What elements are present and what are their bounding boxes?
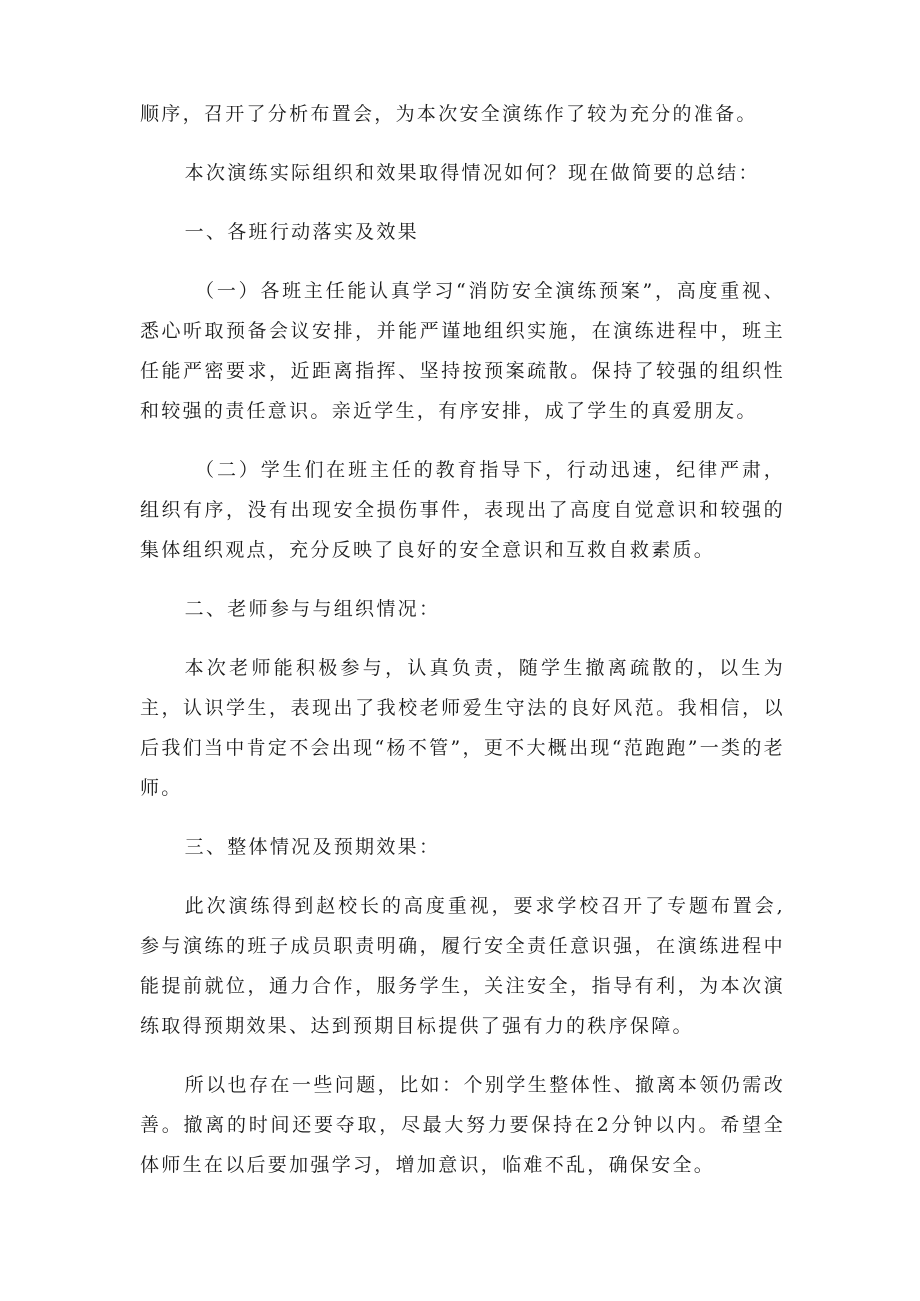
paragraph-head-teachers: （一）各班主任能认真学习“消防安全演练预案”，高度重视、悉心听取预备会议安排，并能严谨地组织实施，在演练进程中，班主任能严密要求，近距离指挥、坚持按预案疏散。保持了较强的组织性和较强的责任意识。亲近学生，有序安排，成了学生的真爱朋友。: [140, 280, 785, 422]
paragraph-summary-intro: 本次演练实际组织和效果取得情况如何？现在做简要的总结：: [184, 162, 760, 184]
paragraph-teacher-participation: 本次老师能积极参与，认真负责，随学生撤离疏散的，以生为主，认识学生，表现出了我校老师爱生守法的良好风范。我相信，以后我们当中肯定不会出现“杨不管”，更不大概出现“范跑跑”一类的老师。: [140, 657, 785, 799]
section-heading-overall: 三、整体情况及预期效果：: [184, 836, 441, 858]
section-heading-class-actions: 一、各班行动落实及效果: [184, 221, 419, 243]
paragraph-problems: 所以也存在一些问题，比如：个别学生整体性、撤离本领仍需改善。撤离的时间还要夺取，尽最大努力要保持在2分钟以内。希望全体师生在以后要加强学习，增加意识，临难不乱，确保安全。: [140, 1074, 785, 1176]
paragraph-preparation: 顺序，召开了分析布置会，为本次安全演练作了较为充分的准备。: [140, 103, 758, 125]
paragraph-overall-effect: 此次演练得到赵校长的高度重视，要求学校召开了专题布置会,参与演练的班子成员职责明确，履行安全责任意识强，在演练进程中能提前就位，通力合作，服务学生，关注安全，指导有利，为本次演练取得预期效果、达到预期目标提供了强有力的秩序保障。: [140, 895, 785, 1037]
section-heading-teachers: 二、老师参与与组织情况：: [184, 598, 441, 620]
document-body: [140, 94, 785, 1204]
paragraph-students: （二）学生们在班主任的教育指导下，行动迅速，纪律严肃，组织有序，没有出现安全损伤事件，表现出了高度自觉意识和较强的集体组织观点，充分反映了良好的安全意识和互救自救素质。: [140, 459, 785, 561]
